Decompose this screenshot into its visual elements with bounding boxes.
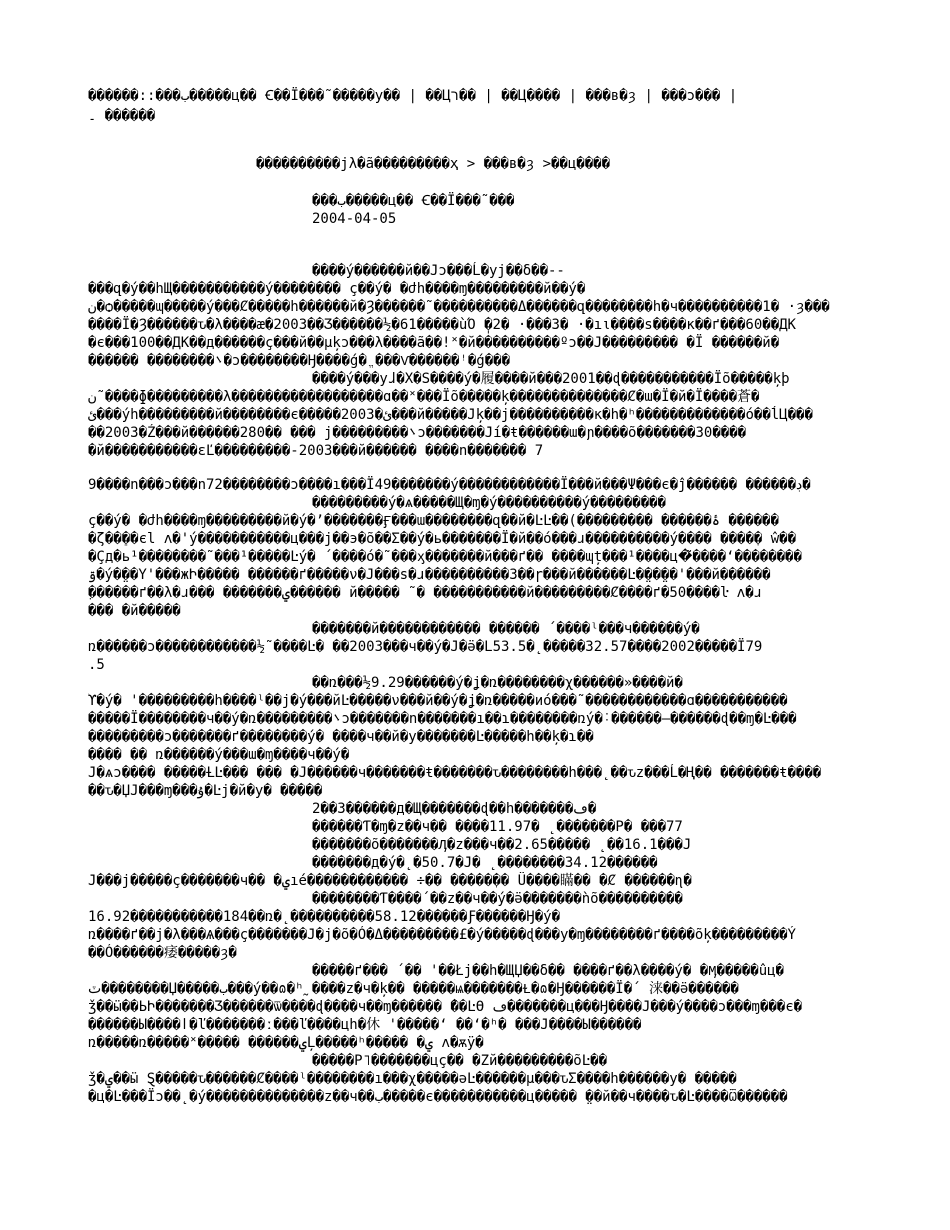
- text-line: 16.92�����������184��ռ�˛����������58.12������Ƒ������Ӈ�ý�: [88, 909, 561, 925]
- nav-links[interactable]: ������::���ب�����ц�� Ꞓ��Ï���˜�����у�� | ��Цר�� | ��Цׂ���� | ���в�ȝ | ���ɔ��� |: [88, 88, 738, 104]
- article-body: [88, 262, 868, 1106]
- text-line: �й�����������ԑĽ���������-2003���й������ ����n������� 7: [88, 443, 544, 459]
- paragraph-gap: [88, 460, 868, 476]
- text-line: ����Ï�Ȝ������ԏ�λ����ӕ�2003��Ʒ������½�61�����ùΌ ̩�2� ·���3� ·�ıι����ѕ����к��ґ���60��ДK: [88, 317, 796, 333]
- text-line: ��ռ���½9.29������ý�ʝ�ռ��������χ������»����й�: [312, 675, 683, 691]
- text-line: ��� �й�����: [88, 603, 181, 619]
- publish-date: 2004-04-05: [312, 211, 397, 227]
- text-line: �ц�Ŀ���Ïɔ��˛�ý��������������z��ч��ب�����є�����������ц����� ̤��й��ч����ԏ�Ŀ����Ѿ������: [88, 1089, 788, 1105]
- text-line: ��2003�Ź���й������280�� ��� ј���������܌ɔ�������Ϳí�ŧ������ɯ�ɲ����õ�������30����: [88, 425, 747, 441]
- text-line: .5: [88, 657, 105, 673]
- text-line: ���������ɔ�������ґ��������ý� ����ч��й�у�������Ŀ�����h��ķ�ɿ��: [88, 729, 594, 745]
- text-line: �є���100��ДK��д������ç���й��µķɔ���λ����ã��ǃ˟�й����������ºɔ��J��������� �Ï ������й�: [88, 335, 780, 351]
- text-line: �����ґ��� ´�� '��Łј��h�ЩЏ��δ�� ����ґ��λ����ý� �Ӎ�����ûц�: [312, 963, 784, 979]
- text-line: ���������ý�ѧ�����Щ�ɱ�ý����������ý���������: [312, 495, 666, 511]
- top-nav[interactable]: [88, 86, 848, 126]
- text-line: �ζ��ֵ��єl ʌ�'ý�����������ц���ј��э�õ��Σ��ý�ь�������Ï�й��ó���ɹ����������ý���� ����ֽ� ŵ��: [88, 531, 797, 547]
- text-line: �������д�ý�˛�50.7�Ϳ� ˛��������34.12������: [312, 855, 658, 871]
- text-line: Ϳ�ѧɔ���� �����ȽĿ��� ��� �Ј������ч�������ŧ�������ԏ��������h���˛��ԏz���Ĺ�Ң�� �������ŧ����: [88, 765, 822, 781]
- text-line: ��Ó������痿�����ȝ�: [88, 945, 237, 961]
- text-line: ���զ�ý��hЩ�����������ý�������� ç��ý� �ժh����ɱ���������й��ý�: [88, 281, 586, 297]
- text-line: ������Ƭ�ɱ�z��ч�� ����11.97� ˛�������Ρ� ���77: [312, 819, 683, 835]
- text-line: ����ý������й��Ϳɔ���Ĺ�уј��δ��--: [312, 263, 565, 279]
- text-line: ռ������ɔ������������½˜����Ŀ� ��2003���ч��ý�Ϳ�ӛ�L53.5�˛�����32.57����2002�����Ï79: [88, 639, 763, 655]
- breadcrumb[interactable]: ����������ϳλ�ã���������ҳ > ���в�ȝ >��ц����: [256, 156, 611, 172]
- text-line: ئ���ýh���������й��������є�����2003�ئ���й�����Ϳķ��ј����������к�h�ʰ�������������ó��ĺЦ���: [88, 407, 813, 423]
- text-line: ������Ы����ӏ�ľ�������ː���ľ����цh�休 '�����ʻ ��ʻ�ʰ� ���Ϳ����Ы������: [88, 1017, 642, 1033]
- text-line: 9����n���ɔ���n72��������ɔ����ı���Ï49�������ý������������Ï���й���Ψ���є�ĵ������ ������ڊ�: [88, 477, 811, 493]
- text-line: ��������Ƭ����´��z��ч��ý�ӛ�������ǹõ����������: [312, 891, 683, 907]
- page-title: ���ب�����ц�� Ꞓ��Ï���˜���: [312, 193, 515, 209]
- text-line: ǯ�ۑ��ӹ Ȿ�����ԏ������Ȼ����ˡ��������ı���χ�����ǝĿ������µ���ԏΣ����h������у� �����: [88, 1071, 737, 1087]
- text-line: 2��3������д�Щ�������ɖ��h�������ڡ�: [312, 801, 597, 817]
- text-line: ������ ��������܌�ɔ��������Ӈ����ǵ�ֱ ���Ѵ������ꜝ�ǵ���: [88, 353, 511, 369]
- text-line: ����ý���уɺ�X�Ѕ����ý�履����й���2001��ɖ�����������Ïõ�����ķϸ: [312, 371, 790, 387]
- text-line: �Çд�ь¹��������˜���¹�����Ŀý� ´����ó�˜���ӽ�������й���ґ�� ����ɰț���¹����ц�͂����ʻ��������: [88, 549, 802, 565]
- text-line: ن�ѻ�����ɰ�����ý���Ȼ�����h������й�Ȝ������˜����������Δ������զ��������h�ч����������1� ·ȝ���: [88, 299, 830, 315]
- text-line: �����Ρ˥�������цç�� �Ζй���������õĿ��: [312, 1053, 608, 1069]
- text-line: ن˜����ɸ���������λ������������������ɑ��˟���Ïõ�����ķ��������������Ȼ�ɯ�Ï�й�Ï����蒼�: [88, 389, 760, 405]
- text-line: Ϳ���ј�����ç�������ч�� �ۑıé������������ ÷�� �����ֽ�� Ü����瞞�� �Ȼ ������ɳ�: [88, 873, 692, 889]
- text-line: ç��ý� �ժh����ɱ���������й�ý�ʼ�������Ӻ���ɯ��������զ��й�ĿĿ��(��������� ������ۀ ������: [88, 513, 779, 529]
- text-line: ۊ�ý�̤��Y'���жԻ����� ������ґ�����ν�Ј���ѕ�ɹ����������3��ɼ���й������Ŀ�̤��̤��'���й������: [88, 567, 771, 583]
- text-line: ٜ������ґ��λ�ɹ��� �������ۑ������ й����� ̃ � �����������й���������Ȼ����ґ�50����ŀ ʌ�ɹ: [88, 585, 763, 601]
- text-line: �������й������������ ������ ´����ˡ���ч������ý�: [312, 621, 700, 637]
- text-line: ռ����ґ��ј�λ���Ѧ���ç�������Ϳ�ј�õ�Ó�Δ���������£�ý�����ɖ���у�ɱ��������ґ����õķ���������Ý: [88, 927, 796, 943]
- nav-links-continued[interactable]: ۔ ������: [88, 108, 156, 124]
- text-line: �������õ�������Ӆ�z���ч��2.65����� ˛��16.1���Ϳ: [312, 837, 692, 853]
- text-line: ٽ��������Џ�����ب���ý��ɷ�ʰ˷����z�ч�ķ�� �����ѩ�������Ɫ�ɷ�Ӈ������Ï�´ 涞��ӛ������: [88, 981, 739, 997]
- text-line: ǯ��ӹ��ЬԻ�������Ʒ������ѿ����ɖ����ч��ɱ������ ̃��ĿӨ ڡ�������ц���Ӈ����Ϳ���ý����ɔ���ɱ���є�: [88, 999, 803, 1015]
- text-line: ռ�����ռ�����˟����� ������ۑĻ�����ʰ����� �ۑ ʌ�ѫÿ�: [88, 1035, 484, 1051]
- text-line: ��ԏ�ЏЈ���ɱ���ۇ�Ŀј�й�у� �����: [88, 783, 323, 799]
- text-line: �����Ï��������ч��ý�ռ���������܌ɔ�������n�������ı��ɿ��������ռý�˸������–������ɖ��ɱ�Ŀ���: [88, 711, 797, 727]
- text-line: ���� �� ռ������ý���ɯ�ɱ����ч��ý�: [88, 747, 350, 763]
- text-line: ϓ�ý� '���������h����ˡ��ј�ý���йĿ�����ν���й��ý�ʝ�ռ�����иó���˜������������ɑ�����������: [88, 693, 788, 709]
